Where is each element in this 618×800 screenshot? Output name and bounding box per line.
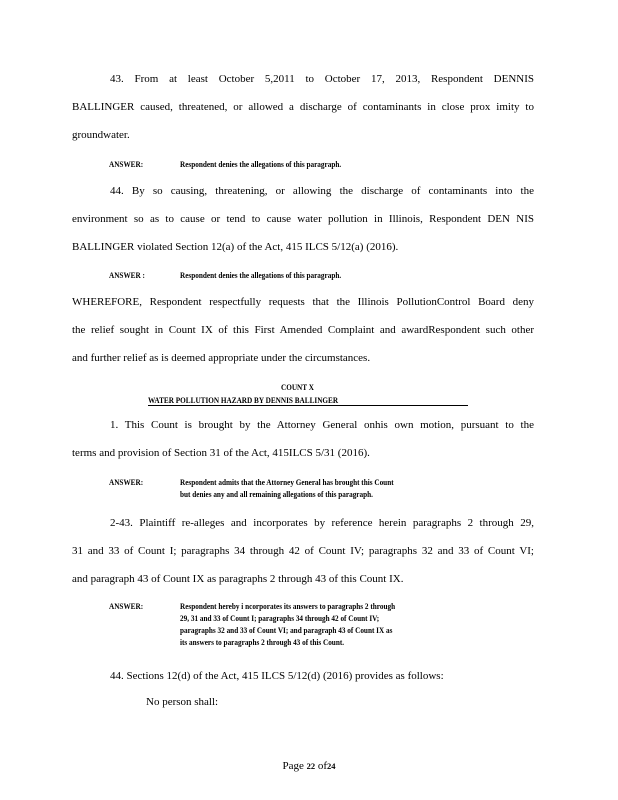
footer-of-label: of: [317, 760, 328, 772]
para43-line3: groundwater.: [72, 129, 130, 141]
count-heading-line2: WATER POLLUTION HAZARD BY DENNIS BALLINGER: [148, 395, 339, 405]
count-heading-line1: COUNT X: [281, 382, 314, 392]
para43-line1: 43. From at least October 5,2011 to October 17, 2013, Respondent DENNIS: [110, 73, 534, 85]
para2-43-line3: and paragraph 43 of Count IX as paragraphs 2 through 43 of this Count IX.: [72, 573, 404, 585]
para1-line1: 1. This Count is brought by the Attorney General onhis own motion, pursuant to the: [110, 419, 534, 431]
answer-label: ANSWER:: [109, 477, 144, 487]
answer-label: ANSWER:: [109, 159, 144, 169]
page-footer: [0, 760, 618, 772]
para44b-line1: 44. Sections 12(d) of the Act, 415 ILCS 5/12(d) (2016) provides as follows:: [110, 670, 444, 682]
para43-line2: BALLINGER caused, threatened, or allowed a discharge of contaminants in close prox imity to: [72, 101, 534, 113]
answer-text: Respondent denies the allegations of this paragraph.: [180, 270, 342, 280]
footer-page-total: 24: [327, 761, 336, 771]
footer-page-label: Page: [282, 760, 304, 772]
wherefore-line1: WHEREFORE, Respondent respectfully requests that the Illinois PollutionControl Board deny: [72, 296, 534, 308]
para44-line1: 44. By so causing, threatening, or allowing the discharge of contaminants into the: [110, 185, 534, 197]
answer-text-line3: paragraphs 32 and 33 of Count VI; and paragraph 43 of Count IX as: [180, 625, 393, 635]
para44-line2: environment so as to cause or tend to cause water pollution in Illinois, Respondent DEN NIS: [72, 213, 534, 225]
answer-label: ANSWER :: [109, 270, 145, 280]
footer-page-number: 22: [306, 761, 316, 771]
answer-label: ANSWER:: [109, 601, 144, 611]
para1-line2: terms and provision of Section 31 of the Act, 415ILCS 5/31 (2016).: [72, 447, 370, 459]
answer-text-line1: Respondent hereby i ncorporates its answers to paragraphs 2 through: [180, 601, 396, 611]
para2-43-line1: 2-43. Plaintiff re-alleges and incorporates by reference herein paragraphs 2 through 29,: [110, 517, 534, 529]
answer-text: Respondent denies the allegations of this paragraph.: [180, 159, 342, 169]
para44-line3: BALLINGER violated Section 12(a) of the Act, 415 ILCS 5/12(a) (2016).: [72, 241, 399, 253]
para44b-line2: No person shall:: [146, 696, 219, 708]
wherefore-line3: and further relief as is deemed appropriate under the circumstances.: [72, 352, 371, 364]
heading-underline: [148, 405, 468, 406]
wherefore-line2: the relief sought in Count IX of this First Amended Complaint and awardRespondent such other: [72, 324, 534, 336]
para2-43-line2: 31 and 33 of Count I; paragraphs 34 through 42 of Count IV; paragraphs 32 and 33 of Count VI;: [72, 545, 534, 557]
answer-text-line1: Respondent admits that the Attorney General has brought this Count: [180, 477, 394, 487]
answer-text-line2: 29, 31 and 33 of Count I; paragraphs 34 through 42 of Count IV;: [180, 613, 380, 623]
answer-text-line2: but denies any and all remaining allegations of this paragraph.: [180, 489, 373, 499]
answer-text-line4: its answers to paragraphs 2 through 43 of this Count.: [180, 637, 345, 647]
